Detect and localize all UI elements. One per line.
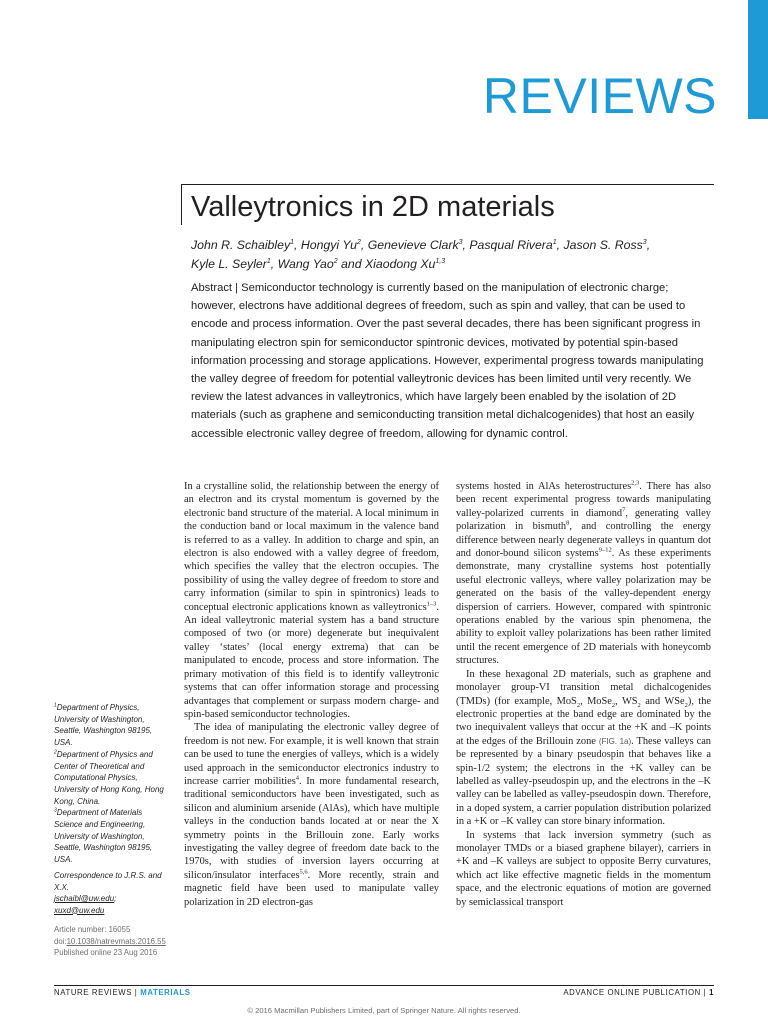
author-name: Genevieve Clark: [367, 238, 459, 252]
body-paragraph: [456, 668, 711, 829]
affiliation: [54, 702, 172, 749]
citation-ref: 8: [566, 519, 570, 527]
author-affiliation-mark: 3: [642, 238, 647, 246]
footer-separator: |: [703, 988, 707, 997]
copyright-notice: © 2016 Macmillan Publishers Limited, part of Springer Nature. All rights reserved.: [247, 1006, 521, 1015]
subscript: 2: [576, 701, 581, 709]
page-number: 1: [709, 988, 714, 997]
citation-ref: 9–12: [598, 546, 612, 554]
abstract: Abstract | Semiconductor technology is currently based on the manipulation of electronic charge; however, electrons have additional degrees of freedom, such as spin and valley, that can be used to encode and process information. Over the past several decades, there has been significant progress in manipulating electron spin for semiconductor spintronic devices, motivated by potential spin-based information processing and storage applications. However, experimental progress towards manipulating the valley degree of freedom for potential valleytronic devices has been limited until very recently. We review the latest advances in valleytronics, which have largely been enabled by the isolation of 2D materials (such as graphene and semiconducting transition metal dichalcogenides) that host an easily accessible electronic valley degree of freedom, allowing for dynamic control.: [191, 282, 704, 440]
body-paragraph: [456, 829, 711, 909]
journal-name: NATURE REVIEWS: [54, 988, 133, 997]
author-affiliation-mark: 1: [290, 238, 295, 246]
email-link[interactable]: xuxd@uw.edu: [54, 905, 105, 915]
author-affiliation-mark: 1: [552, 238, 557, 246]
citation-ref: 1–3: [426, 600, 437, 608]
affiliation-text: Department of Physics, University of Washington, Seattle, Washington 98195, USA.: [54, 703, 153, 748]
affiliation-text: Department of Physics and Center of Theoretical and Computational Physics, University of Hong Kong, Hong Kong, China.: [54, 749, 164, 806]
footer-divider: [54, 985, 714, 986]
doi-link[interactable]: 10.1038/natrevmats.2016.55: [66, 936, 166, 946]
body-text: , MoSe: [580, 695, 612, 707]
body-text: . More recently, strain and magnetic field have been used to manipulate valley polarization in 2D electron-gas: [184, 869, 439, 908]
author-affiliation-mark: 1,3: [435, 257, 446, 265]
affiliation-text: Department of Materials Science and Engineering, University of Washington, Seattle, Washington 98195, USA.: [54, 808, 153, 865]
subscript: 2: [684, 701, 688, 709]
affiliation: [54, 749, 172, 808]
author-list: John R. Schaibley$^1$, Hongyi Yu$^2$, Genevieve Clark$^3$, Pasqual Rivera$^1$, Jason S. Ross$^3$, Kyle L. Seyler$^1$, Wang Yao$^2$ and Xiaodong Xu$^{1,3}$: [191, 238, 651, 271]
email-link[interactable]: jschaibl@uw.edu: [54, 894, 115, 903]
author-name: Jason S. Ross: [563, 238, 643, 252]
affiliation-number: 2: [54, 749, 57, 756]
doi-label: doi:: [54, 936, 67, 946]
body-text: . In more fundamental research, traditional semiconductors have been investigated, such as silicon and aluminium arsenide (AlAs), which have multiple valleys in the conduction bands located at or near the X symmetry points in the Brillouin zone. Early works investigating the valley degree of freedom date back to the 1970s, with studies of inversion layers occurring at silicon/insulator interfaces: [184, 775, 439, 881]
body-column-left: [184, 480, 439, 909]
author-name: Pasqual Rivera: [469, 238, 553, 252]
body-text: In systems that lack inversion symmetry (such as monolayer TMDs or a biased graphene bilayer), carriers in +K and –K valleys are subject to opposite Berry curvatures, which act like effective magnetic fields in the momentum space, and the electronic equations of motion are governed by semiclassical transport: [456, 829, 711, 908]
subscript: 2: [611, 701, 616, 709]
author-name: Hongyi Yu: [300, 238, 357, 252]
published-date: Published online 23 Aug 2016: [54, 948, 158, 957]
affiliations: [54, 702, 172, 866]
header-accent-bar: [748, 0, 768, 119]
title-rule-vertical: [181, 184, 182, 225]
subscript: 2: [637, 701, 641, 709]
citation-ref: 5,6: [299, 868, 308, 876]
correspondence: Correspondence to J.R.S. and X.X. jschaibl@uw.edu; xuxd@uw.edu: [54, 870, 172, 916]
publication-status: ADVANCE ONLINE PUBLICATION: [563, 988, 701, 997]
affiliation: [54, 807, 172, 866]
footer-journal: [54, 988, 191, 998]
body-text: . As these experiments demonstrate, many crystalline systems host potentially useful electronic valleys, where valley polarization may be generated on the basis of the valley-dependent energy dispersion of carriers. However, compared with spintronic operations enabled by the various spin phenomena, the ability to exploit valley polarizations has been rather limited until the recent emergence of 2D materials with honeycomb structures.: [456, 548, 711, 667]
author-affiliation-mark: 2: [356, 238, 361, 246]
body-text: The idea of manipulating the electronic valley degree of freedom is not new. For example, it is well known that strain can be used to tune the energies of valleys, which is a widely used approach in the semiconductor electronics industry to increase carrier mobilities: [184, 722, 439, 787]
body-text: In these hexagonal 2D materials, such as graphene and monolayer group-VI transition metal dichalcogenides (TMDs) (for example, MoS: [456, 668, 711, 707]
section-heading: REVIEWS: [482, 68, 717, 124]
citation-ref: 7: [622, 506, 626, 514]
citation-ref: 4: [295, 774, 300, 782]
body-text: , generating valley polarization in bismuth: [456, 507, 711, 533]
figure-reference-link[interactable]: (FIG. 1a): [598, 736, 632, 746]
author-name: John R. Schaibley: [191, 238, 291, 252]
article-number: Article number: 16055: [54, 925, 131, 934]
body-text: and WSe: [640, 695, 685, 707]
journal-section: MATERIALS: [140, 988, 191, 997]
footer-separator: |: [134, 988, 138, 997]
footer-publication: [563, 988, 714, 998]
title-divider: [181, 184, 714, 185]
body-text: ), the electronic properties at the band edge are dominated by the two inequivalent valleys that occur at the +K and –K points at the edges of the Brillouin zone: [456, 695, 712, 747]
paper-title: Valleytronics in 2D materials: [191, 191, 555, 223]
body-text: , and controlling the energy difference between nearly degenerate valleys in quantum dot and donor-bound silicon systems: [456, 521, 711, 560]
body-paragraph: [184, 721, 439, 909]
body-paragraph: [184, 480, 439, 721]
article-info: [54, 924, 184, 959]
correspondence-label: Correspondence to J.R.S. and X.X.: [54, 871, 162, 892]
affiliation-number: 3: [54, 807, 57, 814]
body-paragraph: [456, 480, 711, 668]
author-name: Wang Yao: [277, 257, 334, 271]
citation-ref: 2,3: [631, 479, 640, 487]
body-text: In a crystalline solid, the relationship between the energy of an electron and its crystal momentum is governed by the electronic band structure of the material. A local minimum in the conduction band or local maximum in the valence band is referred to as a valley. In addition to charge and spin, an electron is also endowed with a valley degree of freedom, which specifies the valley that the electron occupies. The possibility of using the valley degree of freedom to store and carry information (similar to spin in spintronics) leads to conceptual electronic applications known as valleytronics: [184, 481, 439, 613]
affiliation-number: 1: [54, 702, 57, 709]
author-affiliation-mark: 2: [333, 257, 338, 265]
body-text: systems hosted in AlAs heterostructures: [456, 481, 632, 492]
author-name: Xiaodong Xu: [364, 257, 436, 271]
body-column-right: [456, 480, 711, 909]
body-text: . There has also been recent experimental progress towards manipulating valley-polarized currents in diamond: [456, 481, 711, 519]
body-text: . These valleys can be represented by a binary pseudospin that behaves like a spin-1/2 system; the electrons in the +K valley can be labelled as valley-pseudospin up, and the electrons in the –K valley can be labelled as valley-pseudospin down. Therefore, in a doped system, a carrier population distribution polarized in a +K or –K valley can store binary information.: [456, 735, 711, 828]
author-affiliation-mark: 1: [266, 257, 271, 265]
body-text: , WS: [615, 695, 638, 707]
author-name: Kyle L. Seyler: [191, 257, 267, 271]
author-affiliation-mark: 3: [458, 238, 463, 246]
body-text: . An ideal valleytronic material system has a band structure composed of two (or more) degenerate but inequivalent valley ‘states’ (local energy extrema) that can be manipulated to encode, process and store information. The primary motivation of this field is to identify valleytronic systems that can offer information storage and processing advantages that complement or surpass modern charge- and spin-based semiconductor technologies.: [184, 601, 439, 720]
